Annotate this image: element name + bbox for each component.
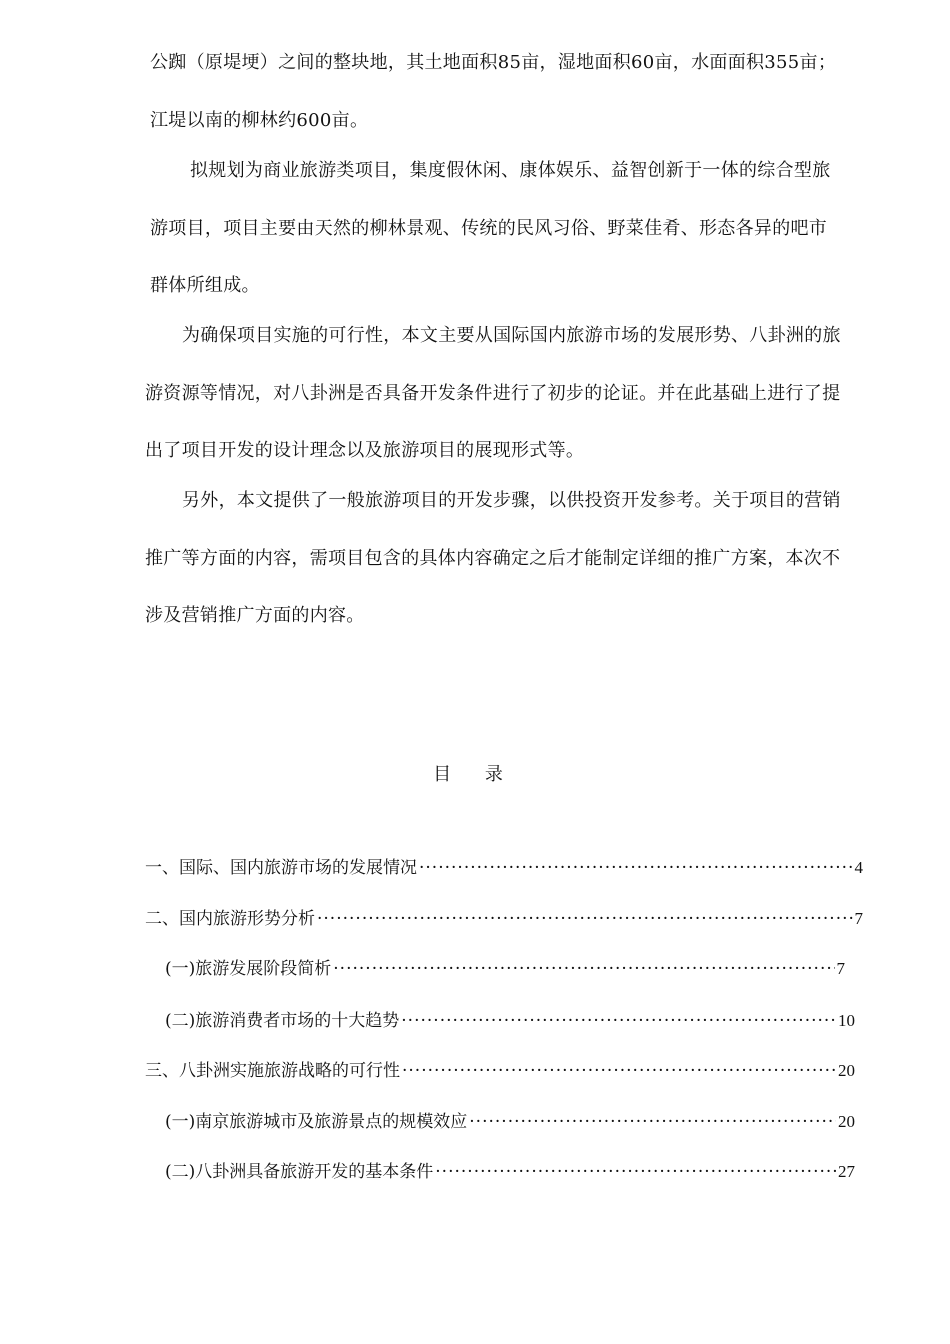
toc-leader-dots <box>401 1010 836 1032</box>
toc-entry[interactable] <box>145 1060 855 1082</box>
toc-entry-page: 10 <box>838 1011 855 1030</box>
toc-leader-dots <box>469 1111 836 1133</box>
intro-line-6: 为确保项目实施的可行性，本文主要从国际国内旅游市场的发展形势、八卦洲的旅 <box>182 325 841 346</box>
toc-entry[interactable] <box>145 908 863 930</box>
toc-entry[interactable] <box>165 958 845 980</box>
intro-line-2: 江堤以南的柳林约600亩。 <box>150 110 369 131</box>
toc-entry[interactable] <box>165 1161 855 1183</box>
intro-line-9: 另外，本文提供了一般旅游项目的开发步骤，以供投资开发参考。关于项目的营销 <box>182 490 841 511</box>
toc-entry[interactable] <box>165 1111 855 1133</box>
toc-entry-page: 27 <box>838 1162 855 1181</box>
toc-entry-page: 7 <box>854 909 863 928</box>
toc-entry[interactable] <box>165 1010 855 1032</box>
toc-entry-label: (一)旅游发展阶段简析 <box>165 959 332 979</box>
intro-line-4: 游项目，项目主要由天然的柳林景观、传统的民风习俗、野菜佳肴、形态各异的吧市 <box>150 218 828 239</box>
intro-line-1: 公踟（原堤埂）之间的整块地，其土地面积85亩，湿地面积60亩，水面面积355亩； <box>150 52 837 73</box>
intro-line-5: 群体所组成。 <box>150 275 260 296</box>
intro-line-11: 涉及营销推广方面的内容。 <box>145 605 365 626</box>
intro-line-7: 游资源等情况，对八卦洲是否具备开发条件进行了初步的论证。并在此基础上进行了提 <box>145 383 841 404</box>
toc-title: 目 录 <box>433 764 517 785</box>
toc-entry-label: 一、国际、国内旅游市场的发展情况 <box>145 858 417 878</box>
toc-entry-page: 4 <box>854 858 863 877</box>
intro-line-3: 拟规划为商业旅游类项目，集度假休闲、康体娱乐、益智创新于一体的综合型旅 <box>190 160 831 181</box>
toc-entry-label: (二)八卦洲具备旅游开发的基本条件 <box>165 1162 434 1182</box>
toc-entry[interactable] <box>145 857 863 879</box>
toc-entry-label: 二、国内旅游形势分析 <box>145 909 315 929</box>
toc-entry-label: (二)旅游消费者市场的十大趋势 <box>165 1011 400 1031</box>
toc-leader-dots <box>333 958 834 980</box>
toc-entry-page: 20 <box>838 1112 855 1131</box>
intro-line-8: 出了项目开发的设计理念以及旅游项目的展现形式等。 <box>145 440 585 461</box>
toc-entry-page: 7 <box>836 959 845 978</box>
toc-entry-label: (一)南京旅游城市及旅游景点的规模效应 <box>165 1112 468 1132</box>
toc-entry-page: 20 <box>838 1061 855 1080</box>
toc-entry-label: 三、八卦洲实施旅游战略的可行性 <box>145 1061 400 1081</box>
intro-line-10: 推广等方面的内容，需项目包含的具体内容确定之后才能制定详细的推广方案，本次不 <box>145 548 841 569</box>
toc-leader-dots <box>402 1060 836 1082</box>
toc-leader-dots <box>419 857 853 879</box>
toc-leader-dots <box>435 1161 836 1183</box>
toc-leader-dots <box>317 908 853 930</box>
